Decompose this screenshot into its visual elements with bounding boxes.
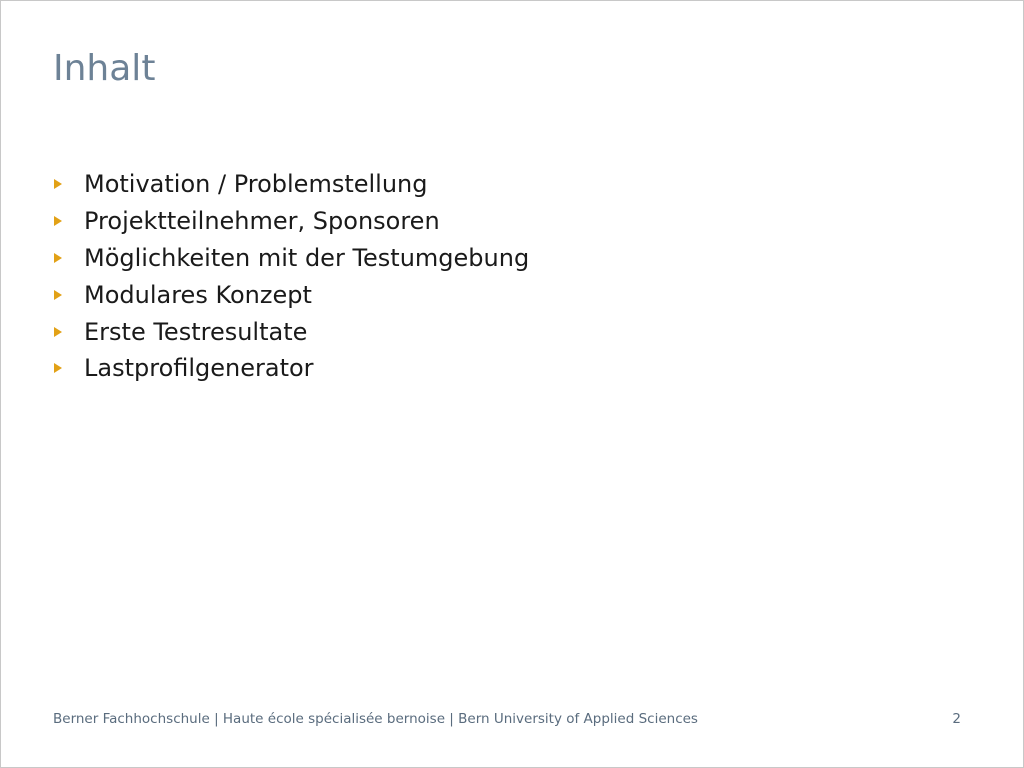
triangle-bullet-icon — [54, 253, 62, 263]
bullet-text: Erste Testresultate — [84, 317, 308, 346]
triangle-bullet-icon — [54, 327, 62, 337]
slide-footer: Berner Fachhochschule | Haute école spécialisée bernoise | Bern University of Applied Sciences — [53, 711, 698, 727]
bullet-text: Projektteilnehmer, Sponsoren — [84, 207, 440, 236]
triangle-bullet-icon — [54, 179, 62, 189]
bullet-item — [53, 203, 529, 240]
bullet-list — [53, 166, 529, 387]
page-number: 2 — [952, 711, 961, 727]
triangle-bullet-icon — [54, 363, 62, 373]
triangle-bullet-icon — [54, 290, 62, 300]
triangle-bullet-icon — [54, 216, 62, 226]
bullet-item — [53, 313, 529, 350]
bullet-text: Lastprofilgenerator — [84, 354, 314, 383]
bullet-item — [53, 166, 529, 203]
bullet-text: Motivation / Problemstellung — [84, 170, 428, 199]
bullet-item — [53, 350, 529, 387]
slide-title: Inhalt — [53, 48, 156, 89]
bullet-item — [53, 240, 529, 277]
bullet-text: Möglichkeiten mit der Testumgebung — [84, 243, 530, 272]
bullet-text: Modulares Konzept — [84, 280, 312, 309]
bullet-item — [53, 276, 529, 313]
